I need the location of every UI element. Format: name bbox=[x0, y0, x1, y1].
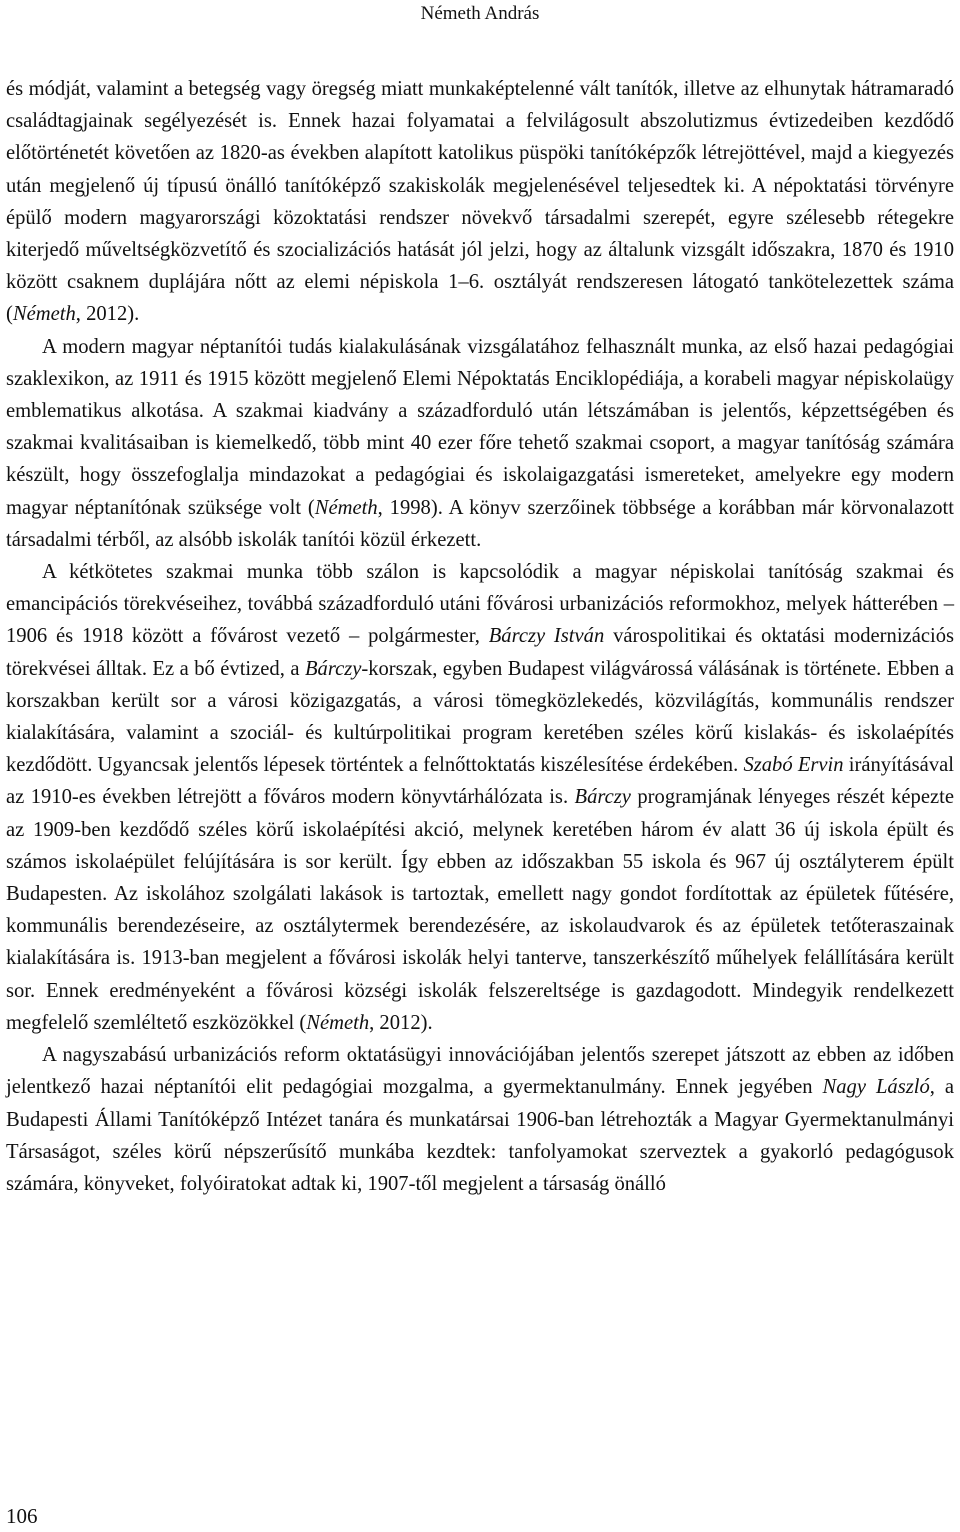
italic-name: Németh bbox=[12, 303, 76, 326]
paragraph bbox=[6, 1039, 954, 1200]
italic-name: Nagy László bbox=[822, 1076, 930, 1099]
text-segment: A kétkötetes szakmai munka több szálon is kapcsolódik a magyar népiskolai tanítóság szakmai és emancipációs törekvéseihez, továbbá századforduló utáni fővárosi urbanizációs reformokhoz, melyek hátterében – 1906 és 1918 között a fővárost vezető – polgármester, bbox=[6, 561, 954, 648]
italic-name: Németh bbox=[306, 1011, 370, 1034]
text-segment: programjának lényeges részét képezte az 1909-ben kezdődő széles körű iskolaépítési akció, melynek keretében három év alatt 36 új iskola épült és számos iskolaépület felújítására is sor került. Így ebben az időszakban 55 iskola és 967 új osztályterem épült Budapesten. Az iskolához szolgálati lakások is tartoztak, emellett nagy gondot fordítottak az épületek fűtésére, kommunális berendezéseire, az osztálytermek berendezésére, az iskolaudvarok és az épületek tetőteraszainak kialakítására is. 1913-ban megjelent a fővárosi iskolák helyi tanterve, tanszerkészítő műhelyek felállítására került sor. Ennek eredményeként a fővárosi községi iskolák felszereltsége is gazdagodott. Mindegyik rendelkezett megfelelő szemléltető eszközökkel ( bbox=[6, 786, 954, 1034]
italic-name: Szabó Ervin bbox=[743, 754, 844, 777]
text-segment: , 2012). bbox=[369, 1011, 433, 1034]
paragraph bbox=[6, 73, 954, 331]
italic-name: Bárczy bbox=[574, 786, 631, 809]
text-segment: , a Budapesti Állami Tanítóképző Intézet tanára és munkatársai 1906-ban létrehozták a Magyar Gyermektanulmányi Társaságot, széles körű népszerűsítő munkába kezdtek: tanfolyamokat szerveztek a gyakorló pedagógusok számára, könyveket, folyóiratokat adtak ki, 1907-től megjelent a társaság önálló bbox=[6, 1076, 955, 1195]
paragraph bbox=[6, 556, 954, 1039]
body-text bbox=[6, 73, 954, 1200]
paragraph bbox=[6, 331, 954, 556]
italic-name: Bárczy István bbox=[488, 625, 605, 648]
text-segment: várospolitikai és oktatási modernizációs törekvései álltak. Ez a bő évtized, a bbox=[6, 625, 955, 680]
italic-name: Bárczy bbox=[304, 657, 362, 680]
text-segment: -korszak, egyben Budapest világvárossá válásának is története. Ebben a korszakban került sor a városi közigazgatás, a városi tömegközlekedés, közvilágítás, kommunális rendszer kialakítására, valamint a szociál- és kultúrpolitikai program keretében széles körű kislakás- és iskolaépítés kezdődött. Ugyancsak jelentős lépesek történtek a felnőttoktatás kiszélesítése érdekében. bbox=[6, 657, 954, 777]
text-segment: A modern magyar néptanítói tudás kialakulásának vizsgálatához felhasznált munka, az első hazai pedagógiai szaklexikon, az 1911 és 1915 között megjelenő Elemi Népoktatás Enciklopédiája, a korabeli magyar népiskolaügy emblematikus alkotása. A szakmai kiadvány a századforduló után létszámában is jelentős, képzettségében és szakmai kvalitásaiban is kiemelkedő, több mint 40 ezer főre tehető szakmai csoport, a magyar tanítóság számára készült, hogy összefoglalja mindazokat a pedagógiai és iskolaigazgatási ismereteket, amelyekre egy modern magyar néptanítónak szüksége volt ( bbox=[6, 335, 954, 519]
running-header-author: Németh András bbox=[420, 3, 540, 24]
text-segment: , 2012). bbox=[75, 303, 140, 326]
text-segment: A nagyszabású urbanizációs reform oktatásügyi innovációjában jelentős szerepet játszott az ebben az időben jelentkező hazai néptanítói elit pedagógiai mozgalma, a gyermektanulmány. Ennek jegyében bbox=[6, 1044, 954, 1099]
text-segment: , 1998). A könyv szerzőinek többsége a korábban már körvonalazott társadalmi térből, az alsóbb iskolák tanítói közül érkezett. bbox=[6, 496, 954, 551]
text-segment: és módját, valamint a betegség vagy öregség miatt munkaképtelenné vált tanítók, illetve az elhunytak hátramaradó családtagjainak segélyezését is. Ennek hazai folyamatai a felvilágosult abszolutizmus évtizedeiben kezdődő előtörténetét követően az 1820-as években alapított katolikus püspöki tanítóképzők létrejöttével, majd a kiegyezés után megjelenő új típusú önálló tanítóképző szakiskolák megjelenésével teljesedtek ki. A népoktatási törvényre épülő modern magyarországi közoktatási rendszer növekvő társadalmi szerepét, egyre szélesebb rétegekre kiterjedő műveltségközvetítő és szocializációs hatását jól jelzi, hogy az általunk vizsgált időszakra, 1870 és 1910 között csaknem duplájára nőtt az elemi népiskola 1–6. osztályát rendszeresen látogató tankötelezettek száma ( bbox=[6, 78, 954, 326]
italic-name: Németh bbox=[314, 496, 378, 519]
text-segment: irányításával az 1910-es években létrejött a főváros modern könyvtárhálózata is. bbox=[6, 754, 954, 809]
page-number: 106 bbox=[6, 1504, 38, 1528]
